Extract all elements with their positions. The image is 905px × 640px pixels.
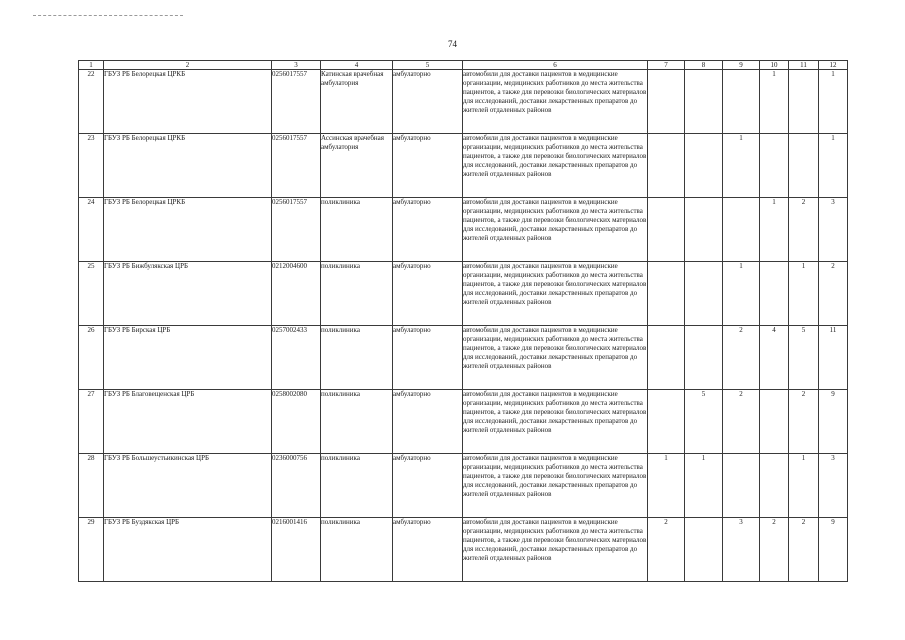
count-col-10 bbox=[760, 134, 789, 198]
department-name: поликлиника bbox=[321, 326, 393, 390]
table-row bbox=[79, 262, 848, 326]
count-col-11: 1 bbox=[789, 454, 819, 518]
count-col-9: 2 bbox=[723, 326, 760, 390]
count-col-10: 1 bbox=[760, 70, 789, 134]
care-mode: амбулаторно bbox=[393, 326, 463, 390]
count-col-12: 9 bbox=[819, 390, 848, 454]
column-header: 11 bbox=[789, 61, 819, 70]
care-mode: амбулаторно bbox=[393, 262, 463, 326]
count-col-9: 1 bbox=[723, 134, 760, 198]
count-col-12: 3 bbox=[819, 454, 848, 518]
department-name: поликлиника bbox=[321, 262, 393, 326]
count-col-7 bbox=[648, 70, 685, 134]
count-col-7: 1 bbox=[648, 454, 685, 518]
count-col-11 bbox=[789, 134, 819, 198]
count-col-11: 2 bbox=[789, 390, 819, 454]
department-name: поликлиника bbox=[321, 198, 393, 262]
count-col-11: 2 bbox=[789, 198, 819, 262]
table-row bbox=[79, 70, 848, 134]
department-name: Ассинская врачебная амбулатория bbox=[321, 134, 393, 198]
column-header: 1 bbox=[79, 61, 104, 70]
count-col-10: 2 bbox=[760, 518, 789, 582]
count-col-10: 4 bbox=[760, 326, 789, 390]
count-col-11: 1 bbox=[789, 262, 819, 326]
care-mode: амбулаторно bbox=[393, 134, 463, 198]
column-header: 9 bbox=[723, 61, 760, 70]
vehicle-purpose: автомобили для доставки пациентов в медицинские организации, медицинских работников до места жительства пациентов, а также для перевозки биологических материалов для исследований, доставки лекарственных препаратов до жителей отдаленных районов bbox=[463, 390, 648, 454]
column-header: 3 bbox=[272, 61, 321, 70]
vehicle-purpose: автомобили для доставки пациентов в медицинские организации, медицинских работников до места жительства пациентов, а также для перевозки биологических материалов для исследований, доставки лекарственных препаратов до жителей отдаленных районов bbox=[463, 262, 648, 326]
count-col-8 bbox=[685, 134, 723, 198]
count-col-11: 5 bbox=[789, 326, 819, 390]
count-col-11 bbox=[789, 70, 819, 134]
count-col-7 bbox=[648, 198, 685, 262]
vehicle-purpose: автомобили для доставки пациентов в медицинские организации, медицинских работников до места жительства пациентов, а также для перевозки биологических материалов для исследований, доставки лекарственных препаратов до жителей отдаленных районов bbox=[463, 70, 648, 134]
column-header: 5 bbox=[393, 61, 463, 70]
organization-inn: 0256017557 bbox=[272, 134, 321, 198]
header-rule bbox=[33, 15, 183, 16]
count-col-10 bbox=[760, 390, 789, 454]
count-col-9 bbox=[723, 198, 760, 262]
row-number: 23 bbox=[79, 134, 104, 198]
count-col-7 bbox=[648, 390, 685, 454]
organization-name: ГБУЗ РБ Большеустьикинская ЦРБ bbox=[104, 454, 272, 518]
department-name: поликлиника bbox=[321, 390, 393, 454]
vehicle-table bbox=[78, 60, 848, 582]
table-header-row bbox=[79, 61, 848, 70]
row-number: 28 bbox=[79, 454, 104, 518]
count-col-12: 11 bbox=[819, 326, 848, 390]
count-col-11: 2 bbox=[789, 518, 819, 582]
count-col-7 bbox=[648, 262, 685, 326]
vehicle-purpose: автомобили для доставки пациентов в медицинские организации, медицинских работников до места жительства пациентов, а также для перевозки биологических материалов для исследований, доставки лекарственных препаратов до жителей отдаленных районов bbox=[463, 326, 648, 390]
table-row bbox=[79, 134, 848, 198]
table-row bbox=[79, 518, 848, 582]
organization-inn: 0212004600 bbox=[272, 262, 321, 326]
count-col-8 bbox=[685, 70, 723, 134]
organization-name: ГБУЗ РБ Белорецкая ЦРКБ bbox=[104, 134, 272, 198]
department-name: поликлиника bbox=[321, 454, 393, 518]
count-col-7 bbox=[648, 326, 685, 390]
row-number: 26 bbox=[79, 326, 104, 390]
vehicle-purpose: автомобили для доставки пациентов в медицинские организации, медицинских работников до места жительства пациентов, а также для перевозки биологических материалов для исследований, доставки лекарственных препаратов до жителей отдаленных районов bbox=[463, 518, 648, 582]
page-number: 74 bbox=[448, 39, 457, 49]
row-number: 22 bbox=[79, 70, 104, 134]
count-col-9: 3 bbox=[723, 518, 760, 582]
count-col-12: 1 bbox=[819, 134, 848, 198]
count-col-9: 2 bbox=[723, 390, 760, 454]
column-header: 4 bbox=[321, 61, 393, 70]
organization-inn: 0216001416 bbox=[272, 518, 321, 582]
table-row bbox=[79, 198, 848, 262]
count-col-12: 2 bbox=[819, 262, 848, 326]
organization-name: ГБУЗ РБ Белорецкая ЦРКБ bbox=[104, 198, 272, 262]
organization-inn: 0256017557 bbox=[272, 70, 321, 134]
count-col-8: 1 bbox=[685, 454, 723, 518]
count-col-8 bbox=[685, 198, 723, 262]
count-col-7 bbox=[648, 134, 685, 198]
row-number: 24 bbox=[79, 198, 104, 262]
organization-name: ГБУЗ РБ Бирская ЦРБ bbox=[104, 326, 272, 390]
organization-name: ГБУЗ РБ Белорецкая ЦРКБ bbox=[104, 70, 272, 134]
vehicle-purpose: автомобили для доставки пациентов в медицинские организации, медицинских работников до места жительства пациентов, а также для перевозки биологических материалов для исследований, доставки лекарственных препаратов до жителей отдаленных районов bbox=[463, 198, 648, 262]
table-row bbox=[79, 454, 848, 518]
organization-inn: 0258002080 bbox=[272, 390, 321, 454]
count-col-10 bbox=[760, 262, 789, 326]
organization-inn: 0236000756 bbox=[272, 454, 321, 518]
column-header: 12 bbox=[819, 61, 848, 70]
count-col-10: 1 bbox=[760, 198, 789, 262]
count-col-8: 5 bbox=[685, 390, 723, 454]
vehicle-purpose: автомобили для доставки пациентов в медицинские организации, медицинских работников до места жительства пациентов, а также для перевозки биологических материалов для исследований, доставки лекарственных препаратов до жителей отдаленных районов bbox=[463, 454, 648, 518]
organization-name: ГБУЗ РБ Бижбулякская ЦРБ bbox=[104, 262, 272, 326]
organization-name: ГБУЗ РБ Благовещенская ЦРБ bbox=[104, 390, 272, 454]
column-header: 2 bbox=[104, 61, 272, 70]
count-col-12: 9 bbox=[819, 518, 848, 582]
care-mode: амбулаторно bbox=[393, 70, 463, 134]
count-col-10 bbox=[760, 454, 789, 518]
organization-inn: 0257002433 bbox=[272, 326, 321, 390]
count-col-8 bbox=[685, 518, 723, 582]
table-row bbox=[79, 326, 848, 390]
row-number: 29 bbox=[79, 518, 104, 582]
count-col-8 bbox=[685, 262, 723, 326]
column-header: 10 bbox=[760, 61, 789, 70]
care-mode: амбулаторно bbox=[393, 518, 463, 582]
column-header: 6 bbox=[463, 61, 648, 70]
count-col-9: 1 bbox=[723, 262, 760, 326]
count-col-12: 3 bbox=[819, 198, 848, 262]
department-name: Катинская врачебная амбулатория bbox=[321, 70, 393, 134]
care-mode: амбулаторно bbox=[393, 454, 463, 518]
count-col-9 bbox=[723, 454, 760, 518]
column-header: 7 bbox=[648, 61, 685, 70]
vehicle-purpose: автомобили для доставки пациентов в медицинские организации, медицинских работников до места жительства пациентов, а также для перевозки биологических материалов для исследований, доставки лекарственных препаратов до жителей отдаленных районов bbox=[463, 134, 648, 198]
count-col-7: 2 bbox=[648, 518, 685, 582]
organization-inn: 0256017557 bbox=[272, 198, 321, 262]
department-name: поликлиника bbox=[321, 518, 393, 582]
table-row bbox=[79, 390, 848, 454]
row-number: 27 bbox=[79, 390, 104, 454]
count-col-8 bbox=[685, 326, 723, 390]
count-col-9 bbox=[723, 70, 760, 134]
column-header: 8 bbox=[685, 61, 723, 70]
row-number: 25 bbox=[79, 262, 104, 326]
care-mode: амбулаторно bbox=[393, 198, 463, 262]
organization-name: ГБУЗ РБ Буздякская ЦРБ bbox=[104, 518, 272, 582]
care-mode: амбулаторно bbox=[393, 390, 463, 454]
count-col-12: 1 bbox=[819, 70, 848, 134]
